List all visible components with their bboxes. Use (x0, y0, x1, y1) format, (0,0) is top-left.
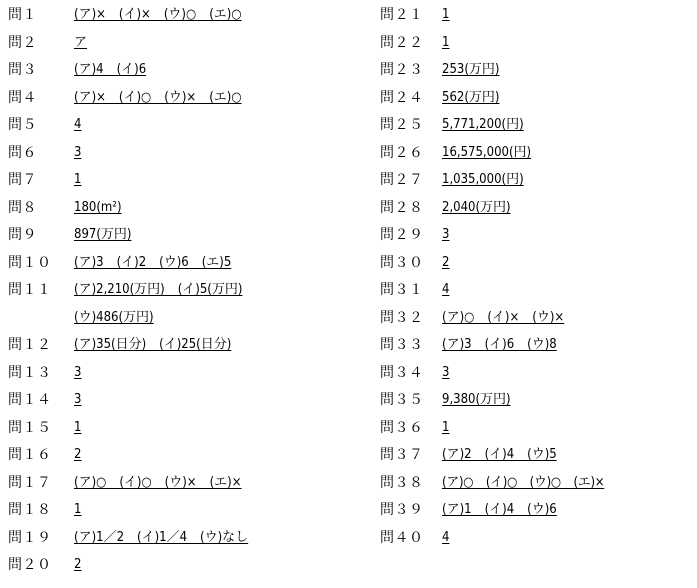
answer-text: (ア)○ (イ)○ (ウ)× (エ)× (74, 474, 242, 490)
question-number: 問７ (8, 172, 37, 188)
question-number: 問９ (8, 227, 37, 243)
question-number: 問１６ (8, 447, 52, 463)
question-number: 問３５ (380, 392, 424, 408)
question-number: 問３７ (380, 447, 424, 463)
question-number: 問３４ (380, 364, 424, 381)
answer-text: 1 (442, 419, 450, 435)
question-number: 問１７ (8, 474, 52, 491)
answer-text: 2 (442, 254, 450, 270)
answer-text: 3 (74, 144, 82, 160)
answer-text: 4 (442, 282, 450, 297)
answer-text: (ア)3 (イ)6 (ウ)8 (442, 337, 557, 352)
question-number: 問１４ (8, 392, 52, 408)
question-number: 問３０ (380, 254, 424, 271)
question-number: 問３９ (380, 502, 424, 518)
question-number: 問２６ (380, 144, 424, 161)
answer-text: 4 (74, 117, 82, 132)
question-number: 問１３ (8, 364, 52, 381)
question-number: 問１８ (8, 502, 52, 518)
question-number: 問６ (8, 144, 37, 161)
answer-text: 562(万円) (442, 89, 500, 105)
answer-text: 180(m²) (74, 199, 122, 215)
question-number: 問１０ (8, 254, 52, 271)
question-number: 問３１ (380, 282, 424, 298)
question-number: 問３８ (380, 474, 424, 491)
answer-text: (ア)× (イ)× (ウ)○ (エ)○ (74, 7, 242, 22)
question-number: 問２０ (8, 557, 52, 573)
answer-text: 1 (442, 34, 450, 50)
answer-text: (ア)2,210(万円) (イ)5(万円) (74, 282, 243, 297)
answer-text: 1 (74, 502, 82, 517)
answer-text: (ア)35(日分) (イ)25(日分) (74, 337, 232, 352)
answer-text: 1 (74, 172, 82, 187)
answer-text: 253(万円) (442, 62, 500, 77)
answer-text: 4 (442, 529, 450, 545)
question-number: 問３６ (380, 419, 424, 436)
question-number: 問１５ (8, 419, 52, 436)
answer-text: 5,771,200(円) (442, 117, 524, 132)
answer-text: ア (74, 34, 88, 50)
question-number: 問２９ (380, 227, 424, 243)
answer-text: 2,040(万円) (442, 199, 511, 215)
question-number: 問４０ (380, 529, 424, 546)
answer-text: (ア)1 (イ)4 (ウ)6 (442, 502, 557, 517)
answer-text: 16,575,000(円) (442, 144, 532, 160)
question-number: 問１２ (8, 337, 52, 353)
answer-text: 9,380(万円) (442, 392, 511, 407)
question-number: 問２４ (380, 89, 424, 106)
question-number: 問２５ (380, 117, 424, 133)
answer-text: (ア)○ (イ)× (ウ)× (442, 309, 565, 325)
question-number: 問３３ (380, 337, 424, 353)
answer-text: (ア)1／2 (イ)1／4 (ウ)なし (74, 529, 249, 545)
answer-text: (ア)4 (イ)6 (74, 62, 147, 77)
question-number: 問２２ (380, 34, 424, 51)
answer-text: (ア)2 (イ)4 (ウ)5 (442, 447, 557, 462)
question-number: 問１１ (8, 282, 52, 298)
question-number: 問５ (8, 117, 37, 133)
answer-text: 2 (74, 447, 82, 462)
answer-text: 1,035,000(円) (442, 172, 524, 187)
answer-text: (ウ)486(万円) (74, 309, 154, 325)
question-number: 問２８ (380, 199, 424, 216)
answer-text: 3 (74, 392, 82, 407)
question-number: 問１ (8, 7, 37, 23)
answer-text: 3 (74, 364, 82, 380)
answer-text: (ア)○ (イ)○ (ウ)○ (エ)× (442, 474, 605, 490)
question-number: 問４ (8, 89, 37, 106)
question-number: 問２ (8, 34, 37, 51)
answer-text: (ア)3 (イ)2 (ウ)6 (エ)5 (74, 254, 232, 270)
question-number: 問３２ (380, 309, 424, 326)
answer-text: 1 (442, 7, 450, 22)
answer-text: 897(万円) (74, 227, 132, 242)
answer-text: 2 (74, 557, 82, 572)
question-number: 問２３ (380, 62, 424, 78)
question-number: 問８ (8, 199, 37, 216)
question-number: 問３ (8, 62, 37, 78)
answer-text: 3 (442, 227, 450, 242)
answer-text: 3 (442, 364, 450, 380)
question-number: 問１９ (8, 529, 52, 546)
question-number: 問２１ (380, 7, 424, 23)
answer-text: 1 (74, 419, 82, 435)
answer-text: (ア)× (イ)○ (ウ)× (エ)○ (74, 89, 242, 105)
question-number: 問２７ (380, 172, 424, 188)
